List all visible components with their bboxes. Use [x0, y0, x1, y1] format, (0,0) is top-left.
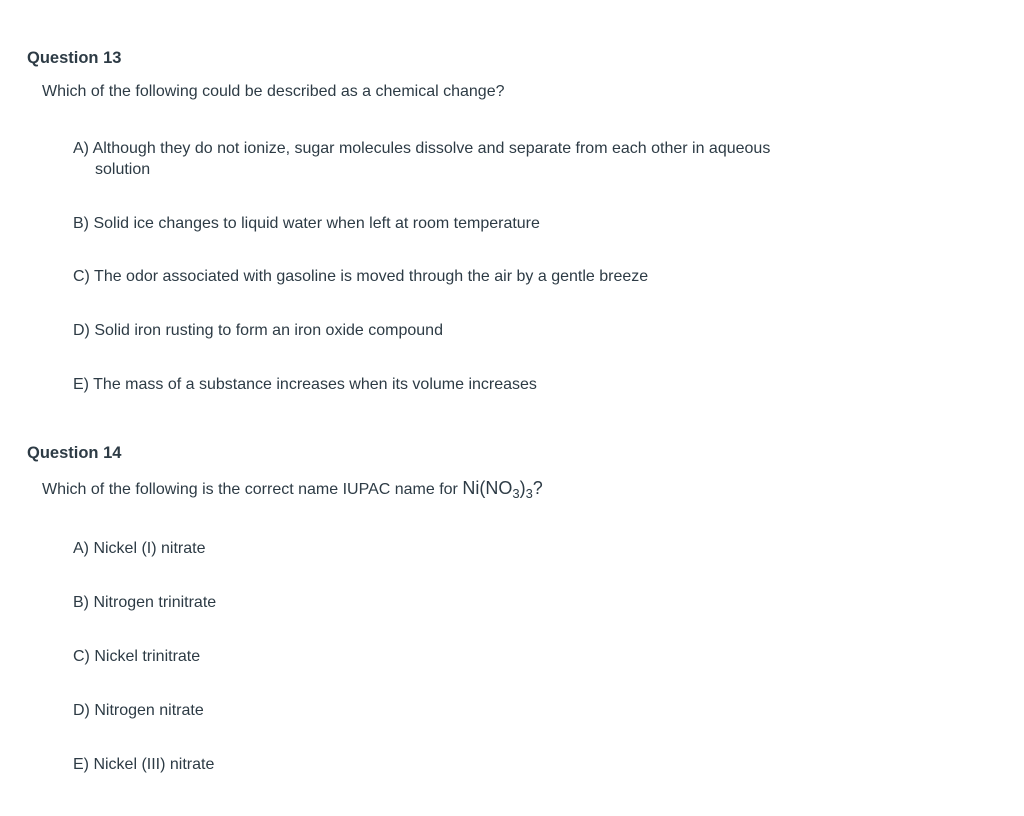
- q13-option-b[interactable]: B) Solid ice changes to liquid water when left at room temperature: [73, 215, 540, 232]
- q13-option-a[interactable]: A) Although they do not ionize, sugar molecules dissolve and separate from each other in aqueous solution: [73, 140, 771, 178]
- chemical-formula: $Ni(NO_3)_3$?: [462, 478, 543, 501]
- question-14-prompt: Which of the following is the correct name IUPAC name for: [42, 481, 458, 498]
- q13-option-e[interactable]: E) The mass of a substance increases when its volume increases: [73, 376, 537, 393]
- q13-option-d[interactable]: D) Solid iron rusting to form an iron oxide compound: [73, 322, 443, 339]
- question-13-title: Question 13: [27, 49, 122, 67]
- q14-option-b[interactable]: B) Nitrogen trinitrate: [73, 594, 217, 611]
- q14-option-d[interactable]: D) Nitrogen nitrate: [73, 702, 204, 719]
- q14-option-a[interactable]: A) Nickel (I) nitrate: [73, 540, 206, 557]
- q14-option-c[interactable]: C) Nickel trinitrate: [73, 648, 201, 665]
- q13-option-c[interactable]: C) The odor associated with gasoline is moved through the air by a gentle breeze: [73, 268, 649, 285]
- question-14-title: Question 14: [27, 444, 122, 462]
- question-14-text: [42, 478, 543, 499]
- q14-option-e[interactable]: E) Nickel (III) nitrate: [73, 756, 215, 773]
- question-13-text: Which of the following could be described as a chemical change?: [42, 83, 505, 100]
